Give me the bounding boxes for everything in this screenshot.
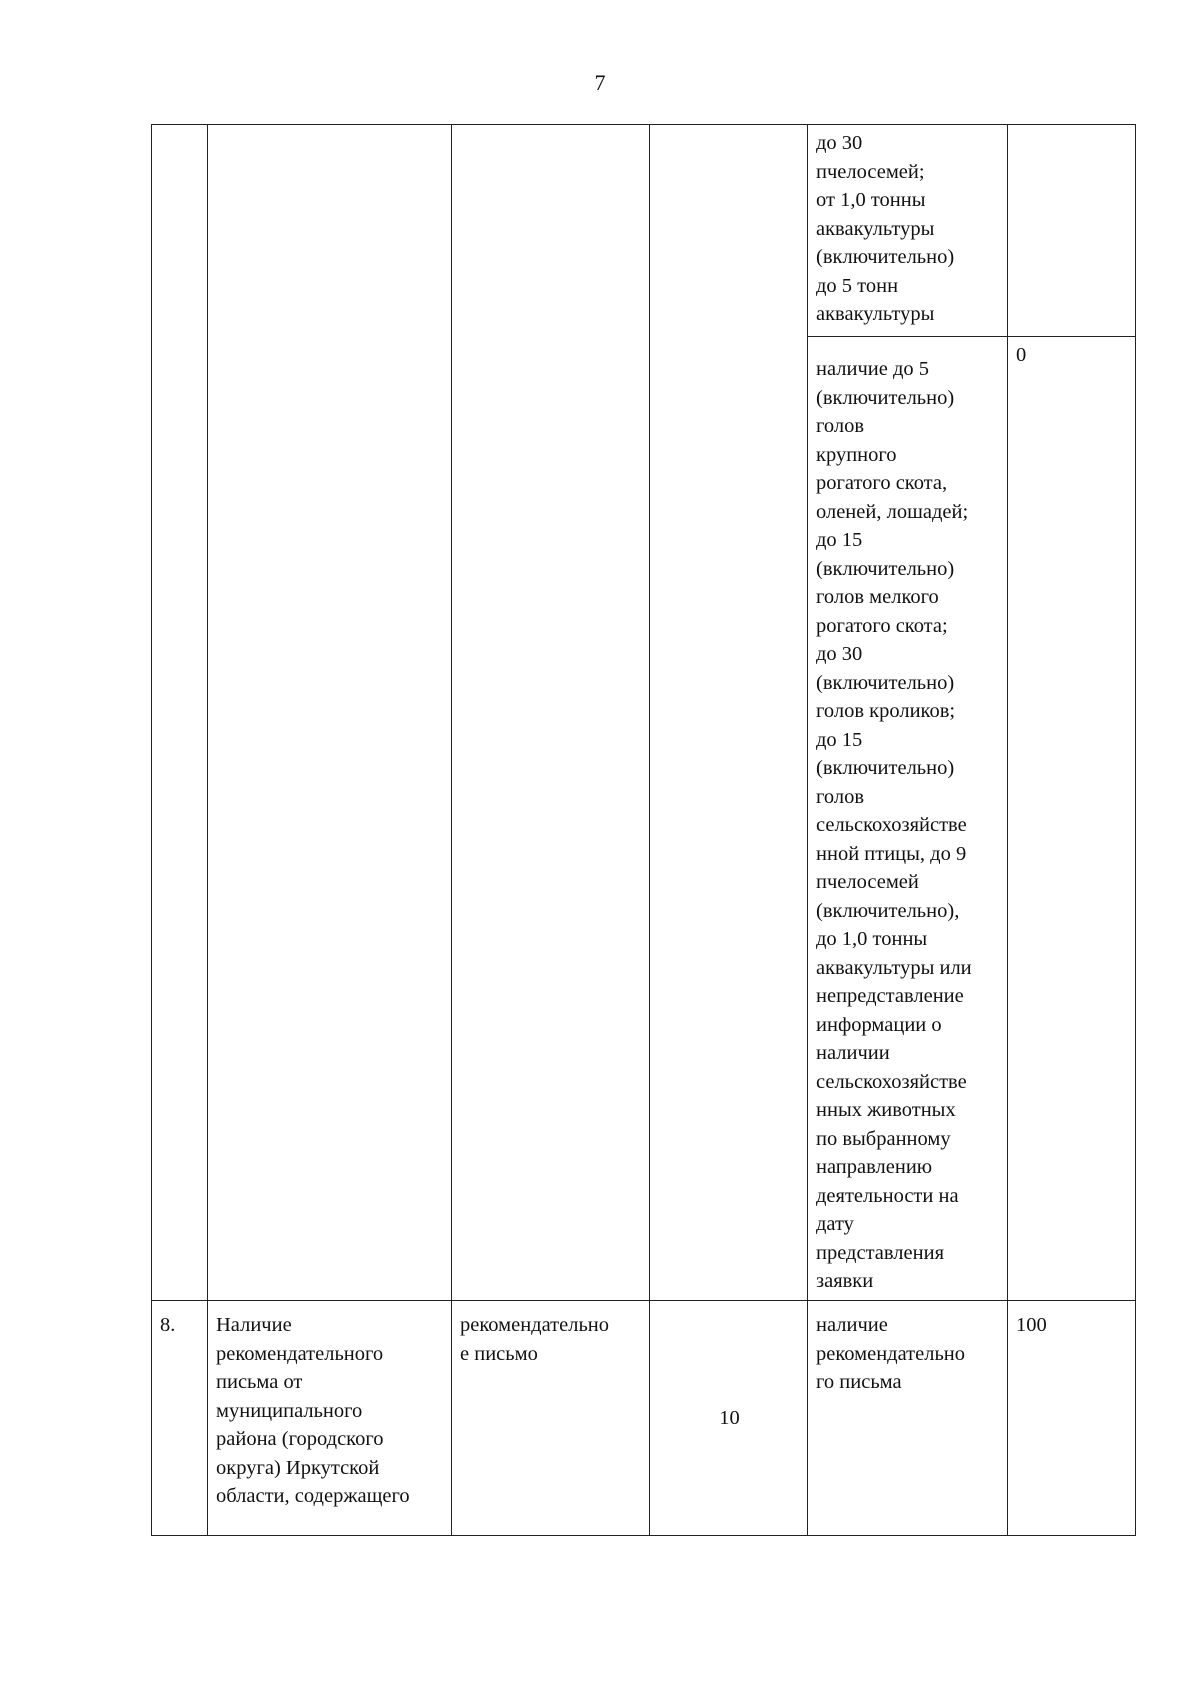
cell-score: 100 [1008,1301,1136,1536]
cell-score-continuation [1008,125,1136,337]
cell-row-number: 8. [152,1301,208,1536]
cell-criterion-value: наличие рекомендательно го письма [808,1301,1008,1536]
cell-criterion-low-livestock: наличие до 5 (включительно) голов крупного рогатого скота, оленей, лошадей; до 15 (включительно) голов мелкого рогатого скота; до 30 (включительно) голов кроликов; до 15 (включительно) голов сельскохозяйстве нной птицы, до 9 пчелосемей (включительно), до 1,0 тонны aквакультуры или непредставление информации о наличии сельскохозяйстве нных животных по выбранному направлению деятельности на дату представления заявки [808,337,1008,1301]
cell-criterion-name: Наличие рекомендательного письма от муниципального района (городского округа) Иркутской области, содержащего [208,1301,452,1536]
cell-weight-empty [650,125,808,1301]
cell-score-low-livestock: 0 [1008,337,1136,1301]
cell-name-empty [208,125,452,1301]
table-row-continuation-a [152,125,1136,337]
table-row-8 [152,1301,1136,1536]
criteria-table [151,124,1136,1536]
page-number: 7 [594,70,606,95]
cell-number-empty [152,125,208,1301]
cell-weight: 10 [650,1301,808,1536]
cell-document: рекомендательно е письмо [452,1301,650,1536]
cell-document-empty [452,125,650,1301]
cell-criterion-continuation: до 30 пчелосемей; от 1,0 тонны аквакультуры (включительно) до 5 тонн аквакультуры [808,125,1008,337]
